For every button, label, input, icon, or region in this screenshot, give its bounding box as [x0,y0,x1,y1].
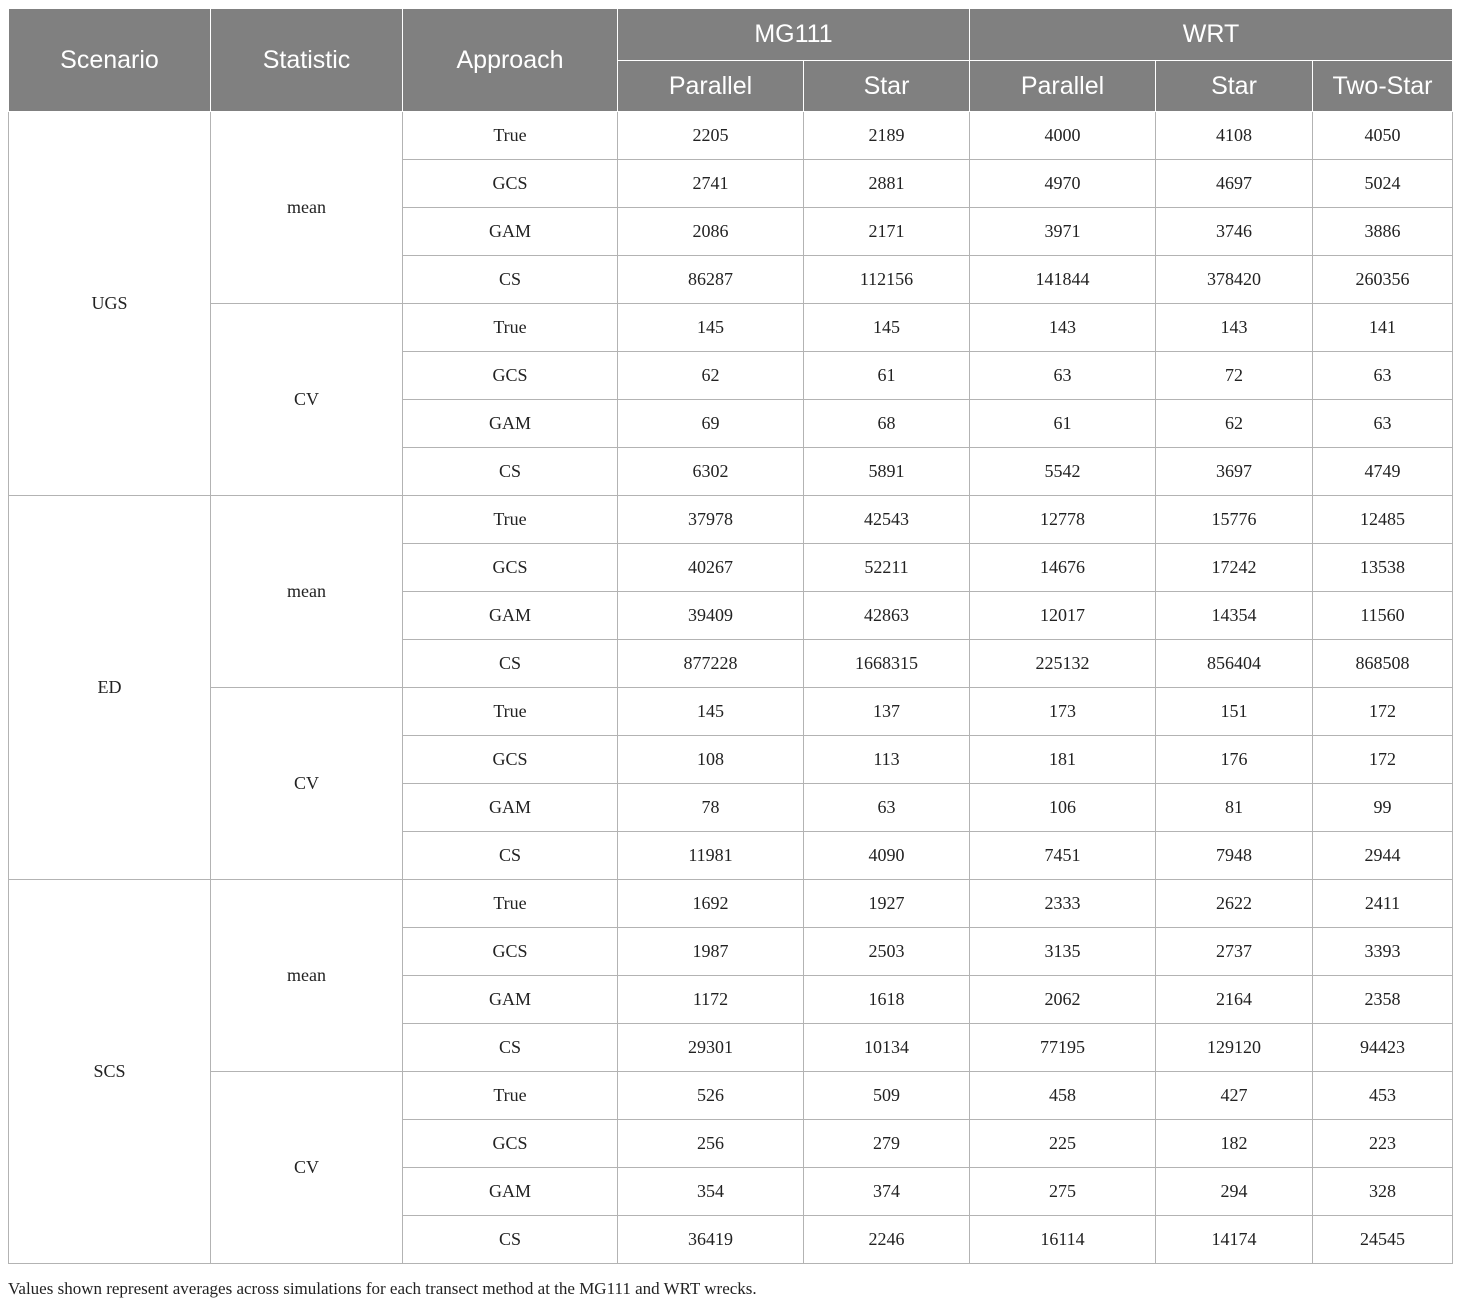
value-cell: 3886 [1313,208,1453,256]
value-cell: 279 [804,1120,970,1168]
header-approach: Approach [403,9,618,112]
value-cell: 458 [970,1072,1156,1120]
value-cell: 3971 [970,208,1156,256]
value-cell: 256 [618,1120,804,1168]
value-cell: 112156 [804,256,970,304]
approach-cell: GAM [403,1168,618,1216]
table-row [9,688,1453,736]
value-cell: 4970 [970,160,1156,208]
approach-cell: CS [403,448,618,496]
table-caption: Values shown represent averages across simulations for each transect method at the MG111 and WRT wrecks. [8,1279,757,1298]
value-cell: 2503 [804,928,970,976]
value-cell: 11981 [618,832,804,880]
value-cell: 52211 [804,544,970,592]
header-scenario: Scenario [9,9,211,112]
value-cell: 172 [1313,688,1453,736]
header-wrt-star: Star [1156,61,1313,112]
statistic-cell: mean [211,496,403,688]
approach-cell: GCS [403,160,618,208]
value-cell: 7948 [1156,832,1313,880]
value-cell: 12485 [1313,496,1453,544]
value-cell: 509 [804,1072,970,1120]
value-cell: 141844 [970,256,1156,304]
approach-cell: True [403,880,618,928]
value-cell: 151 [1156,688,1313,736]
value-cell: 294 [1156,1168,1313,1216]
approach-cell: GAM [403,976,618,1024]
value-cell: 4050 [1313,112,1453,160]
value-cell: 13538 [1313,544,1453,592]
header-mg111-parallel: Parallel [618,61,804,112]
approach-cell: GAM [403,592,618,640]
value-cell: 145 [804,304,970,352]
value-cell: 1172 [618,976,804,1024]
scenario-cell: ED [9,496,211,880]
value-cell: 172 [1313,736,1453,784]
value-cell: 3393 [1313,928,1453,976]
value-cell: 16114 [970,1216,1156,1264]
value-cell: 15776 [1156,496,1313,544]
value-cell: 14174 [1156,1216,1313,1264]
value-cell: 5891 [804,448,970,496]
header-wreck-wrt: WRT [970,9,1453,61]
scenario-cell: UGS [9,112,211,496]
value-cell: 29301 [618,1024,804,1072]
value-cell: 62 [1156,400,1313,448]
approach-cell: GAM [403,208,618,256]
approach-cell: GAM [403,400,618,448]
value-cell: 4000 [970,112,1156,160]
statistic-cell: CV [211,688,403,880]
value-cell: 1692 [618,880,804,928]
value-cell: 2171 [804,208,970,256]
approach-cell: True [403,304,618,352]
value-cell: 143 [1156,304,1313,352]
value-cell: 877228 [618,640,804,688]
approach-cell: CS [403,256,618,304]
value-cell: 10134 [804,1024,970,1072]
value-cell: 17242 [1156,544,1313,592]
value-cell: 37978 [618,496,804,544]
results-table [8,8,1453,1264]
value-cell: 1927 [804,880,970,928]
value-cell: 868508 [1313,640,1453,688]
approach-cell: True [403,688,618,736]
value-cell: 94423 [1313,1024,1453,1072]
value-cell: 11560 [1313,592,1453,640]
approach-cell: GCS [403,928,618,976]
value-cell: 7451 [970,832,1156,880]
value-cell: 223 [1313,1120,1453,1168]
value-cell: 427 [1156,1072,1313,1120]
value-cell: 145 [618,688,804,736]
value-cell: 145 [618,304,804,352]
header-mg111-star: Star [804,61,970,112]
value-cell: 69 [618,400,804,448]
value-cell: 42863 [804,592,970,640]
value-cell: 77195 [970,1024,1156,1072]
value-cell: 62 [618,352,804,400]
approach-cell: CS [403,832,618,880]
value-cell: 61 [804,352,970,400]
approach-cell: CS [403,1216,618,1264]
value-cell: 176 [1156,736,1313,784]
value-cell: 99 [1313,784,1453,832]
value-cell: 2622 [1156,880,1313,928]
value-cell: 1668315 [804,640,970,688]
value-cell: 3697 [1156,448,1313,496]
table-row [9,304,1453,352]
approach-cell: True [403,496,618,544]
value-cell: 6302 [618,448,804,496]
value-cell: 2164 [1156,976,1313,1024]
statistic-cell: CV [211,1072,403,1264]
approach-cell: CS [403,1024,618,1072]
value-cell: 5024 [1313,160,1453,208]
header-wreck-mg111: MG111 [618,9,970,61]
value-cell: 2333 [970,880,1156,928]
value-cell: 856404 [1156,640,1313,688]
statistic-cell: mean [211,880,403,1072]
value-cell: 106 [970,784,1156,832]
statistic-cell: mean [211,112,403,304]
value-cell: 275 [970,1168,1156,1216]
value-cell: 2881 [804,160,970,208]
value-cell: 225 [970,1120,1156,1168]
value-cell: 378420 [1156,256,1313,304]
value-cell: 260356 [1313,256,1453,304]
value-cell: 14676 [970,544,1156,592]
value-cell: 3135 [970,928,1156,976]
approach-cell: True [403,112,618,160]
value-cell: 141 [1313,304,1453,352]
value-cell: 143 [970,304,1156,352]
statistic-cell: CV [211,304,403,496]
table-row [9,1072,1453,1120]
value-cell: 113 [804,736,970,784]
value-cell: 2358 [1313,976,1453,1024]
value-cell: 2205 [618,112,804,160]
value-cell: 1987 [618,928,804,976]
value-cell: 63 [970,352,1156,400]
approach-cell: True [403,1072,618,1120]
header-statistic: Statistic [211,9,403,112]
value-cell: 39409 [618,592,804,640]
value-cell: 4697 [1156,160,1313,208]
value-cell: 2737 [1156,928,1313,976]
value-cell: 12017 [970,592,1156,640]
value-cell: 14354 [1156,592,1313,640]
value-cell: 2246 [804,1216,970,1264]
value-cell: 4749 [1313,448,1453,496]
approach-cell: GCS [403,544,618,592]
table-row [9,880,1453,928]
value-cell: 72 [1156,352,1313,400]
value-cell: 63 [1313,400,1453,448]
value-cell: 61 [970,400,1156,448]
value-cell: 108 [618,736,804,784]
header-wrt-parallel: Parallel [970,61,1156,112]
value-cell: 2189 [804,112,970,160]
approach-cell: GCS [403,352,618,400]
value-cell: 81 [1156,784,1313,832]
table-row [9,496,1453,544]
value-cell: 86287 [618,256,804,304]
scenario-cell: SCS [9,880,211,1264]
value-cell: 453 [1313,1072,1453,1120]
value-cell: 1618 [804,976,970,1024]
value-cell: 129120 [1156,1024,1313,1072]
approach-cell: GCS [403,1120,618,1168]
value-cell: 225132 [970,640,1156,688]
value-cell: 354 [618,1168,804,1216]
value-cell: 4108 [1156,112,1313,160]
value-cell: 63 [804,784,970,832]
value-cell: 137 [804,688,970,736]
value-cell: 3746 [1156,208,1313,256]
value-cell: 181 [970,736,1156,784]
value-cell: 5542 [970,448,1156,496]
value-cell: 36419 [618,1216,804,1264]
value-cell: 182 [1156,1120,1313,1168]
value-cell: 40267 [618,544,804,592]
value-cell: 42543 [804,496,970,544]
value-cell: 12778 [970,496,1156,544]
value-cell: 2411 [1313,880,1453,928]
value-cell: 526 [618,1072,804,1120]
value-cell: 24545 [1313,1216,1453,1264]
table-body [9,112,1453,1264]
value-cell: 2062 [970,976,1156,1024]
approach-cell: CS [403,640,618,688]
value-cell: 2741 [618,160,804,208]
table-row [9,112,1453,160]
value-cell: 4090 [804,832,970,880]
value-cell: 68 [804,400,970,448]
value-cell: 328 [1313,1168,1453,1216]
header-wrt-two-star: Two-Star [1313,61,1453,112]
value-cell: 2086 [618,208,804,256]
approach-cell: GCS [403,736,618,784]
value-cell: 78 [618,784,804,832]
value-cell: 63 [1313,352,1453,400]
value-cell: 173 [970,688,1156,736]
value-cell: 374 [804,1168,970,1216]
value-cell: 2944 [1313,832,1453,880]
table-container [8,8,1452,1264]
approach-cell: GAM [403,784,618,832]
